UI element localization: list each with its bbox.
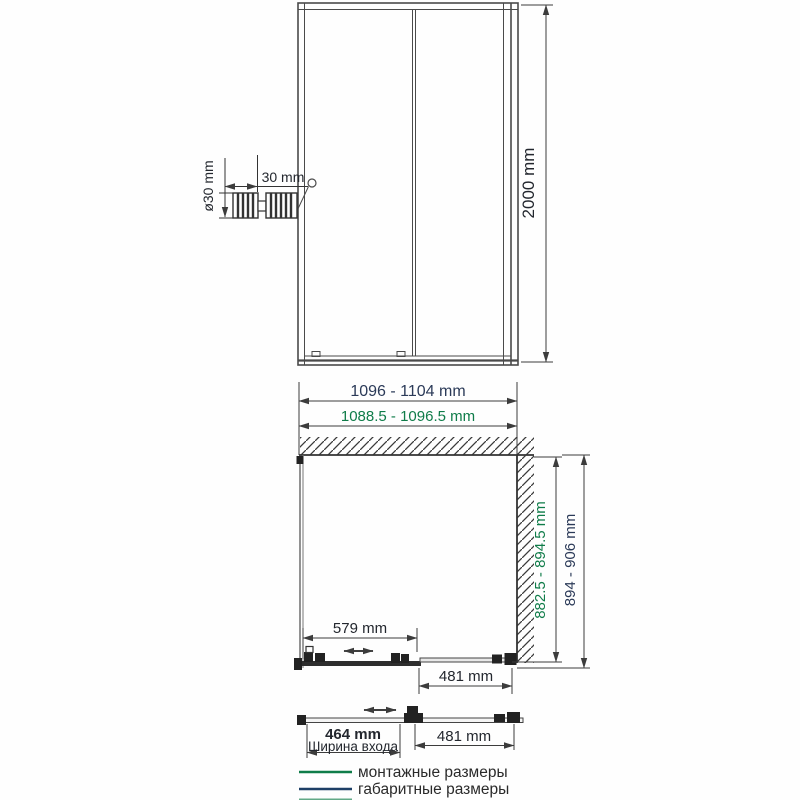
fixed-panel-fitting-a [492,655,502,664]
handle-knob-left [233,193,258,218]
elevation-view [296,3,518,365]
entry-width-caption: Ширина входа [307,739,399,754]
handle-width-label: 30 mm [261,169,305,185]
door-outer-frame [298,3,518,365]
open-carriage-body [404,713,423,723]
open-door-view [297,706,523,725]
roller-carriage-left-b [315,653,325,662]
depth-mounting-label: 882.5 - 894.5 mm [532,501,549,619]
handle-diameter-label: ø30 mm [200,160,216,212]
fixed-panel-label: 481 mm [438,668,494,685]
wall-hatch-top [300,437,534,455]
legend-label-overall: габаритные размеры [358,781,510,798]
height-label: 2000 mm [519,147,538,219]
roller-carriage-left-tab [306,647,313,653]
side-panel-wall-fitting [297,456,304,464]
width-mounting-label: 1088.5 - 1096.5 mm [340,408,476,425]
open-fixed-label: 481 mm [436,728,492,745]
legend [299,764,509,800]
open-fitting-b [507,712,520,723]
roller-carriage-left-a [304,652,313,662]
handle-detail [219,155,308,218]
roller-carriage-mid-b [401,654,409,663]
sliding-panel-end-bracket [294,658,302,670]
width-overall-label: 1096 - 1104 mm [350,383,466,400]
depth-overall-label: 894 - 906 mm [562,513,579,607]
travel-label: 579 mm [332,620,388,637]
fixed-panel-fitting-b [505,653,517,665]
legend-label-mounting: монтажные размеры [358,764,508,781]
handle-mount-circle [308,179,316,187]
open-carriage-top [407,706,418,713]
open-fitting-a [494,714,505,722]
handle-waist [258,201,266,211]
entry-width-label: 464 mm [325,726,381,743]
roller-carriage-mid-a [391,653,400,663]
open-left-cap [297,715,306,725]
